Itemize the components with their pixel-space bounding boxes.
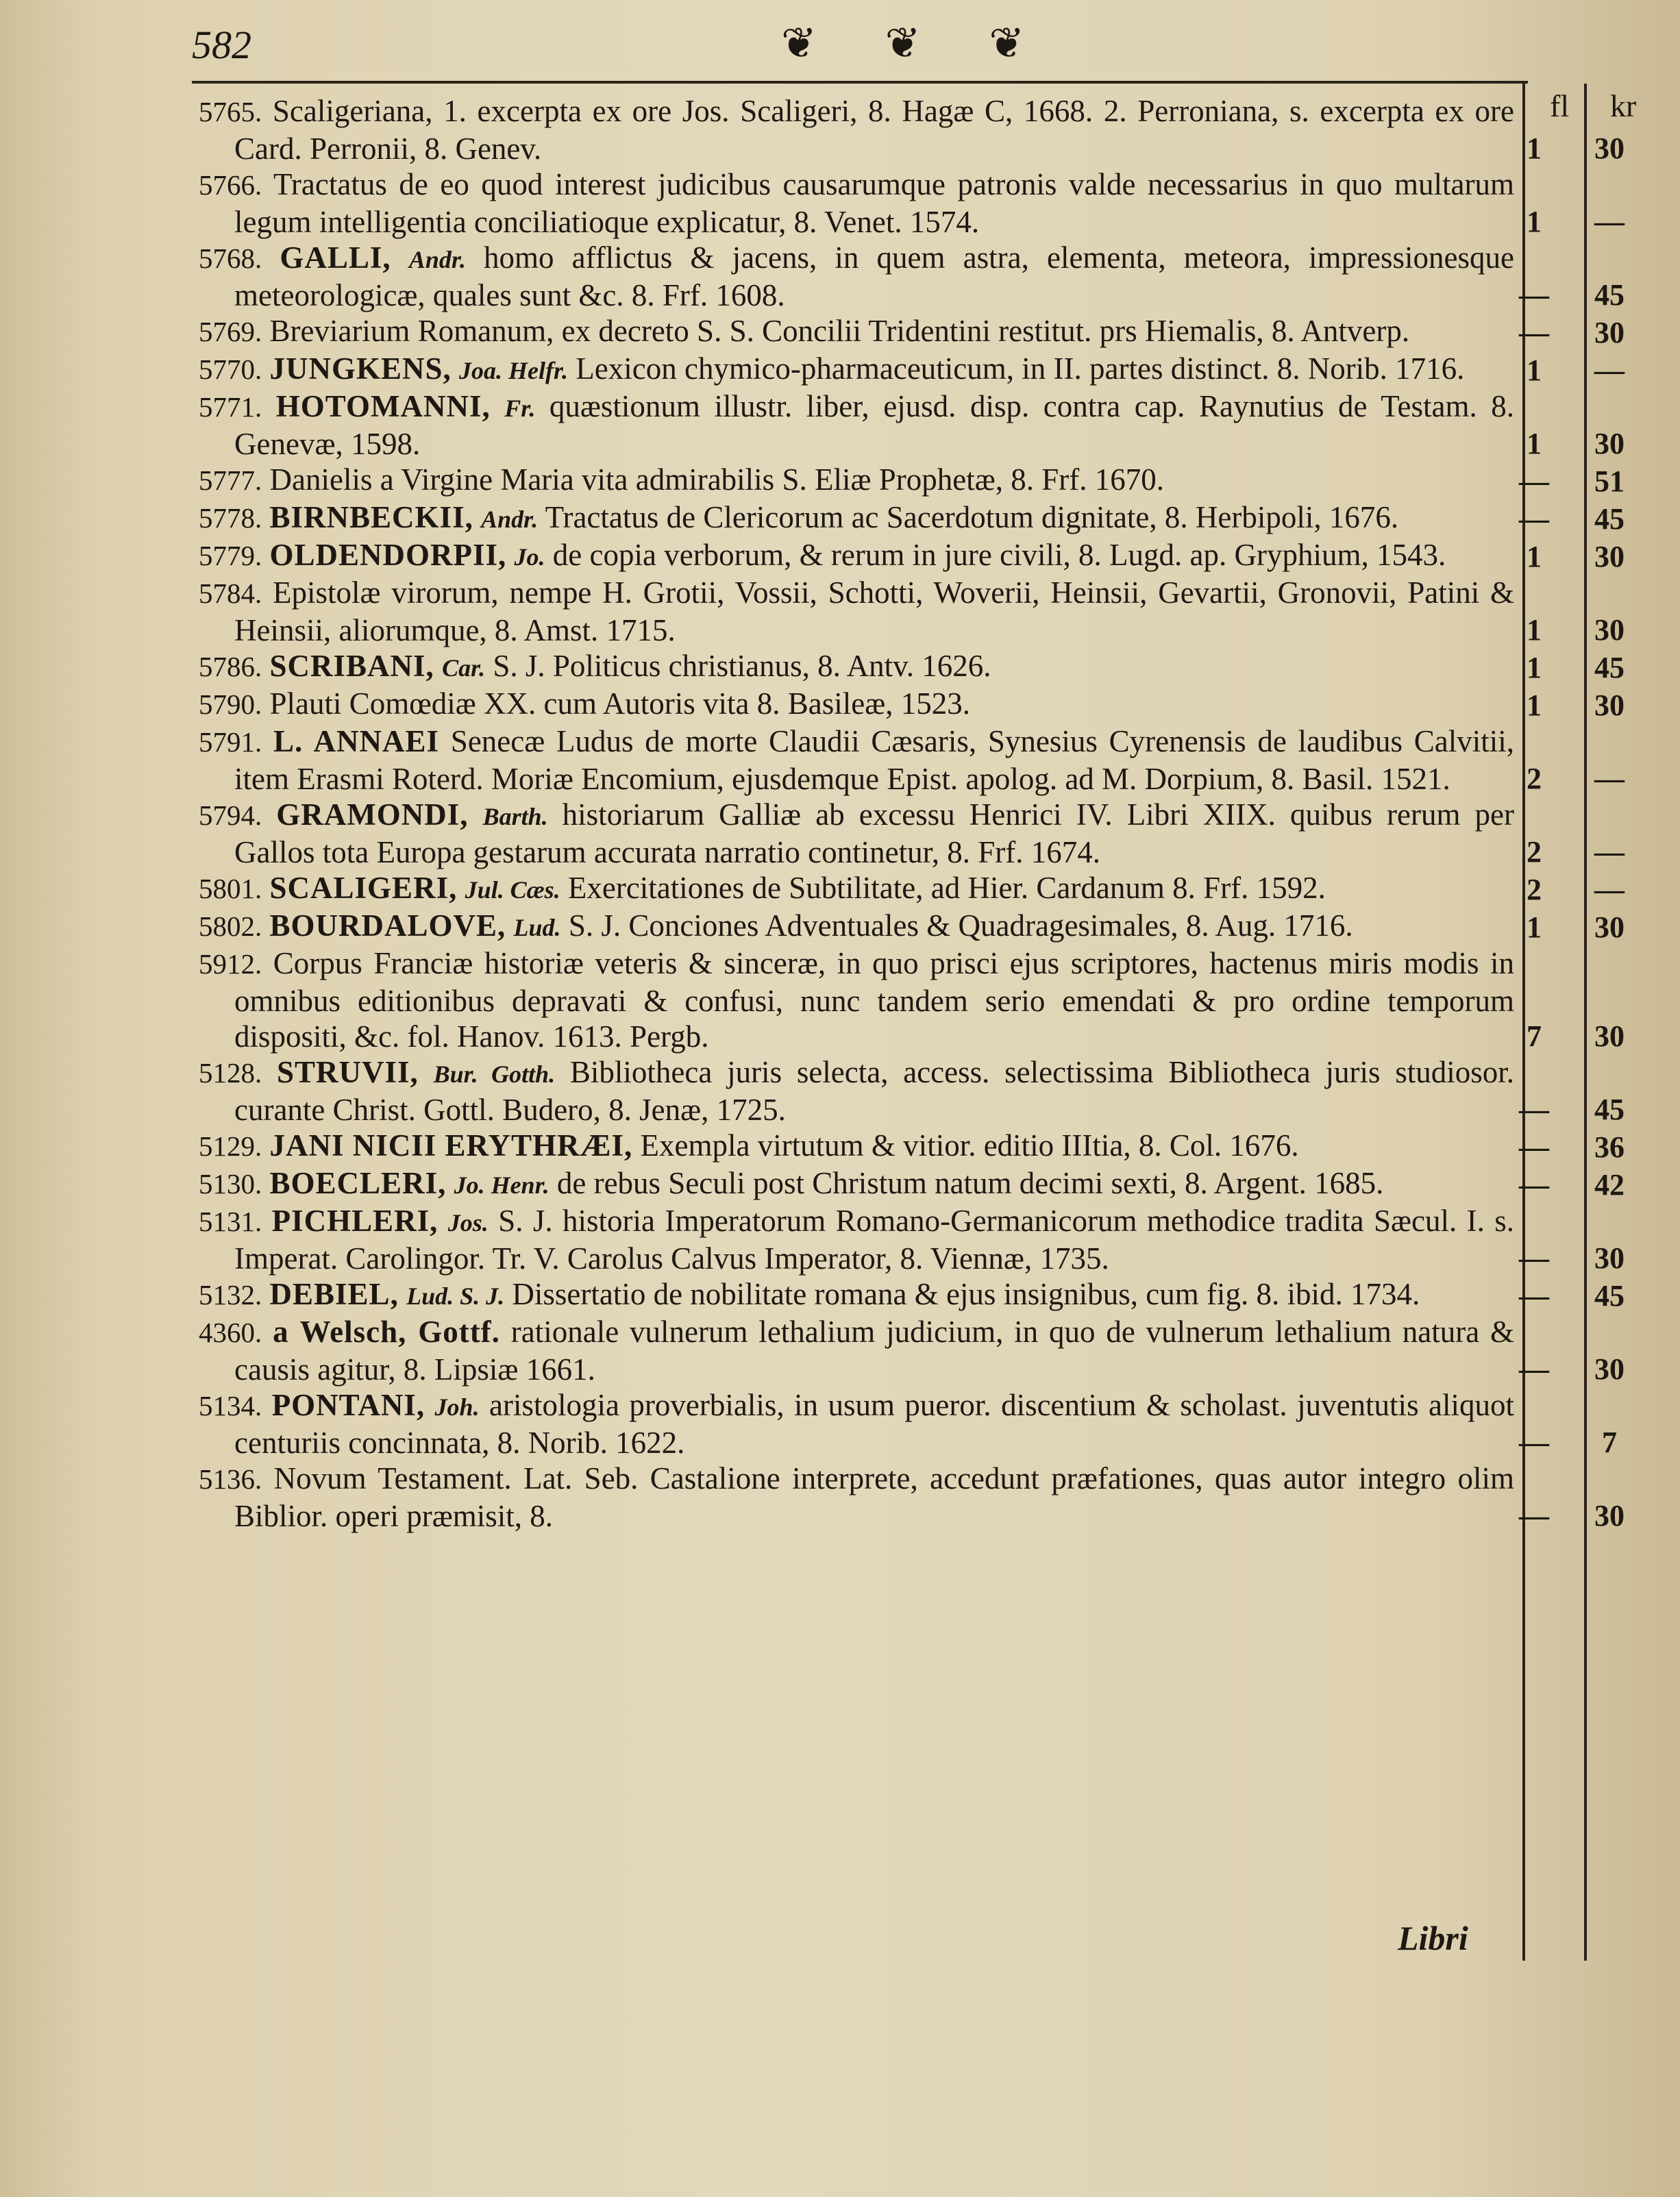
catalogue-entry [199, 1054, 1625, 1128]
entry-description: S. J. historia Imperatorum Romano-Germanicorum methodice tradita Sæcul. I. s. Imperat. Carolingor. Tr. V. Carolus Calvus Imperator, 8. Viennæ, 1735. [234, 1204, 1514, 1276]
entry-author: BOECLERI, [269, 1166, 447, 1200]
catalogue-entry [199, 499, 1625, 537]
entry-author: JUNGKENS, [269, 351, 452, 386]
price-kreuzer: 45 [1594, 502, 1625, 536]
price-florins: — [1519, 1093, 1549, 1126]
page-number: 582 [192, 23, 251, 67]
entry-price [1521, 1167, 1680, 1203]
entry-author: L. ANNAEI [273, 724, 440, 758]
entry-author: DEBIEL, [269, 1277, 399, 1311]
price-kreuzer: — [1594, 353, 1625, 387]
price-kreuzer: 30 [1594, 613, 1625, 647]
entry-price [1521, 1352, 1680, 1387]
catalogue-entry [199, 1461, 1625, 1534]
catalogue-entry [199, 240, 1625, 313]
entry-price [1521, 1092, 1680, 1128]
catalogue-entry [199, 945, 1625, 1054]
price-kreuzer: 30 [1594, 1352, 1625, 1386]
entry-description: Tractatus de eo quod interest judicibus causarumque patronis valde necessarius in quo multarum legum intelligentia conciliatioque explicatur, 8. Venet. 1574. [234, 167, 1514, 239]
catalogue-entry [199, 797, 1625, 870]
entry-given-name: Joh. [434, 1393, 480, 1421]
price-kreuzer: 7 [1602, 1426, 1617, 1459]
price-kreuzer: 30 [1594, 132, 1625, 165]
price-kreuzer: — [1594, 835, 1625, 869]
entry-number: 5132. [199, 1279, 262, 1311]
entry-price [1521, 204, 1680, 240]
catalogue-entry [199, 575, 1625, 648]
entry-price [1521, 464, 1680, 499]
catalogue-entry [199, 648, 1625, 686]
price-florins: 2 [1527, 835, 1542, 869]
entry-number: 5128. [199, 1057, 262, 1089]
entry-number: 5766. [199, 169, 262, 201]
entry-given-name: Jul. Cæs. [465, 876, 560, 904]
catalogue-entry [199, 723, 1625, 797]
catalogue-entry [199, 537, 1625, 575]
entry-price [1521, 1130, 1680, 1165]
price-kreuzer: 30 [1594, 1499, 1625, 1532]
entry-description: Epistolæ virorum, nempe H. Grotii, Vossii, Schotti, Woverii, Heinsii, Gevartii, Gronovii, Patini & Heinsii, aliorumque, 8. Amst. 1715. [234, 575, 1514, 647]
price-florins: 1 [1527, 427, 1542, 460]
entry-number: 5770. [199, 353, 262, 385]
entry-author: GALLI, [280, 240, 391, 275]
entry-price [1521, 1019, 1680, 1054]
catalogue-entry [199, 388, 1625, 462]
entry-author: PICHLERI, [271, 1204, 438, 1238]
entry-description: Danielis a Virgine Maria vita admirabilis S. Eliæ Prophetæ, 8. Frf. 1670. [269, 462, 1164, 497]
entry-price [1521, 539, 1680, 575]
entry-description: Novum Testament. Lat. Seb. Castalione interprete, accedunt præfationes, quas autor integro olim Biblior. operi præmisit, 8. [234, 1461, 1515, 1533]
price-kreuzer: 36 [1594, 1130, 1625, 1164]
price-florins: — [1519, 1426, 1549, 1459]
price-kreuzer: 45 [1594, 278, 1625, 312]
entry-description: de copia verborum, & rerum in jure civili, 8. Lugd. ap. Gryphium, 1543. [552, 538, 1446, 572]
entry-description: Plauti Comœdiæ XX. cum Autoris vita 8. Basileæ, 1523. [269, 686, 970, 721]
price-florins: — [1519, 464, 1549, 498]
entry-number: 5768. [199, 243, 262, 274]
entry-given-name: Jo. [514, 543, 545, 571]
catalogue-entry [199, 908, 1625, 945]
entry-description: Lexicon chymico-pharmaceuticum, in II. partes distinct. 8. Norib. 1716. [576, 351, 1465, 386]
catalogue-entry [199, 313, 1625, 351]
entry-number: 5791. [199, 726, 262, 758]
entry-number: 5777. [199, 464, 262, 496]
entry-description: Dissertatio de nobilitate romana & ejus insignibus, cum fig. 8. ibid. 1734. [512, 1277, 1420, 1311]
entry-number: 5794. [199, 799, 262, 831]
entry-author: SCALIGERI, [269, 871, 458, 905]
entry-number: 5130. [199, 1168, 262, 1200]
entry-number: 5786. [199, 651, 262, 682]
entry-number: 5769. [199, 316, 262, 347]
entry-author: BOURDALOVE, [269, 908, 506, 943]
price-florins: 1 [1527, 910, 1542, 944]
entry-description: S. J. Conciones Adventuales & Quadragesimales, 8. Aug. 1716. [568, 908, 1353, 943]
entry-price [1521, 1498, 1680, 1534]
catalogue-entry [199, 351, 1625, 388]
price-florins: — [1519, 1241, 1549, 1275]
price-kreuzer: 45 [1594, 1093, 1625, 1126]
entry-price [1521, 1425, 1680, 1461]
entry-description: aristologia proverbialis, in usum pueror. discentium & scholast. juventutis aliquot centuriis concinnata, 8. Norib. 1622. [234, 1388, 1514, 1460]
entry-number: 5790. [199, 688, 262, 720]
price-florins: — [1519, 316, 1549, 349]
catalogue-entries [199, 93, 1625, 1534]
entry-description: Corpus Franciæ historiæ veteris & sinceræ, in quo prisci ejus scriptores, hactenus miris modis in omnibus editionibus depravati & confusi, nunc tandem serio emendati & pro ordine temporum dispositi, &c. fol. Hanov. 1613. Pergb. [234, 946, 1514, 1054]
entry-description: S. J. Politicus christianus, 8. Antv. 1626. [493, 649, 991, 683]
entry-given-name: Jos. [447, 1209, 489, 1237]
catalogue-entry [199, 1128, 1625, 1165]
price-kreuzer: — [1594, 873, 1625, 906]
entry-description: Scaligeriana, 1. excerpta ex ore Jos. Scaligeri, 8. Hagæ C, 1668. 2. Perroniana, s. excerpta ex ore Card. Perronii, 8. Genev. [234, 94, 1515, 166]
price-florins: 1 [1527, 132, 1542, 165]
price-florins: 1 [1527, 540, 1542, 573]
price-kreuzer: 30 [1594, 1019, 1625, 1053]
entry-number: 5136. [199, 1463, 262, 1495]
entry-price [1521, 1241, 1680, 1276]
catalogue-entry [199, 166, 1625, 240]
column-header-kr: kr [1610, 88, 1637, 123]
entry-given-name: Joa. Helfr. [459, 357, 569, 384]
catalogue-entry [199, 870, 1625, 908]
entry-description: Bibliotheca juris selecta, access. selectissima Bibliotheca juris studiosor. curante Christ. Gottl. Budero, 8. Jenæ, 1725. [234, 1055, 1515, 1127]
entry-author: PONTANI, [271, 1388, 425, 1422]
price-florins: 2 [1527, 873, 1542, 906]
entry-description: rationale vulnerum lethalium judicium, in quo de vulnerum lethalium natura & causis agitur, 8. Lipsiæ 1661. [234, 1315, 1515, 1387]
price-kreuzer: 30 [1594, 1241, 1625, 1275]
price-kreuzer: 30 [1594, 427, 1625, 460]
catchword: Libri [1398, 1919, 1468, 1957]
catalogue-entry [199, 1276, 1625, 1314]
entry-author: BIRNBECKII, [269, 500, 473, 534]
entry-given-name: Car. [442, 654, 486, 682]
entry-given-name: Jo. Henr. [454, 1171, 549, 1199]
entry-author: OLDENDORPII, [269, 538, 507, 572]
entry-number: 4360. [199, 1317, 262, 1348]
entry-number: 5129. [199, 1130, 262, 1162]
entry-description: Exercitationes de Subtilitate, ad Hier. Cardanum 8. Frf. 1592. [567, 871, 1326, 905]
entry-number: 5765. [199, 96, 262, 127]
entry-price [1521, 612, 1680, 648]
page-header [192, 15, 1528, 80]
entry-number: 5801. [199, 873, 262, 904]
entry-number: 5779. [199, 540, 262, 571]
price-florins: 1 [1527, 651, 1542, 684]
price-kreuzer: 45 [1594, 1279, 1625, 1313]
entry-number: 5778. [199, 502, 262, 534]
catalogue-entry [199, 1165, 1625, 1203]
header-rule [192, 81, 1528, 84]
entry-price [1521, 910, 1680, 945]
fleuron-ornament-icon: ❦ ❦ ❦ [781, 18, 1052, 68]
entry-given-name: Fr. [504, 395, 536, 422]
entry-description: de rebus Seculi post Christum natum decimi sexti, 8. Argent. 1685. [556, 1166, 1384, 1200]
entry-given-name: Barth. [482, 803, 548, 830]
entry-author: JANI NICII ERYTHRÆI, [269, 1128, 633, 1163]
entry-author: SCRIBANI, [269, 649, 434, 683]
entry-price [1521, 872, 1680, 908]
entry-description: Breviarium Romanum, ex decreto S. S. Concilii Tridentini restitut. prs Hiemalis, 8. Antverp. [269, 314, 1410, 348]
entry-number: 5912. [199, 948, 262, 980]
entry-given-name: Lud. [513, 914, 561, 941]
price-florins: 1 [1527, 688, 1542, 722]
entry-given-name: Andr. [481, 506, 539, 533]
entry-author: a Welsch, Gottf. [273, 1315, 500, 1349]
entry-number: 5784. [199, 578, 262, 609]
entry-price [1521, 277, 1680, 313]
entry-number: 5134. [199, 1390, 262, 1422]
entry-description: Exempla virtutum & vitior. editio IIItia, 8. Col. 1676. [640, 1128, 1299, 1163]
price-florins: — [1519, 278, 1549, 312]
price-kreuzer: 45 [1594, 651, 1625, 684]
price-kreuzer: — [1594, 205, 1625, 238]
price-florins: — [1519, 502, 1549, 536]
entry-number: 5131. [199, 1206, 262, 1237]
entry-given-name: Andr. [408, 246, 466, 273]
entry-author: STRUVII, [277, 1055, 419, 1089]
price-florins: — [1519, 1352, 1549, 1386]
price-kreuzer: 30 [1594, 316, 1625, 349]
entry-price [1521, 834, 1680, 870]
entry-author: HOTOMANNI, [275, 389, 491, 423]
price-florins: 1 [1527, 205, 1542, 238]
entry-description: Senecæ Ludus de morte Claudii Cæsaris, Synesius Cyrenensis de laudibus Calvitii, item Erasmi Roterd. Moriæ Encomium, ejusdemque Epist. apolog. ad M. Dorpium, 8. Basil. 1521. [234, 724, 1515, 796]
price-kreuzer: 42 [1594, 1168, 1625, 1202]
price-florins: — [1519, 1499, 1549, 1532]
entry-description: historiarum Galliæ ab excessu Henrici IV. Libri XIIX. quibus rerum per Gallos tota Europa gestarum accurata narratio continetur, 8. Frf. 1674. [234, 797, 1514, 869]
catalogue-entry [199, 1203, 1625, 1276]
entry-price [1521, 1278, 1680, 1314]
price-kreuzer: 30 [1594, 540, 1625, 573]
column-header-fl: fl [1550, 88, 1570, 123]
price-florins: — [1519, 1130, 1549, 1164]
entry-price [1521, 353, 1680, 388]
price-florins: — [1519, 1168, 1549, 1202]
price-florins: 2 [1527, 762, 1542, 795]
entry-price [1521, 131, 1680, 166]
entry-author: GRAMONDI, [276, 797, 469, 832]
entry-number: 5771. [199, 391, 262, 423]
price-florins: 7 [1527, 1019, 1542, 1053]
entry-description: quæstionum illustr. liber, ejusd. disp. contra cap. Raynutius de Testam. 8. Genevæ, 1598. [234, 389, 1515, 461]
entry-given-name: Bur. Gotth. [433, 1060, 556, 1088]
catalogue-entry [199, 462, 1625, 499]
price-kreuzer: 30 [1594, 910, 1625, 944]
price-florins: — [1519, 1279, 1549, 1313]
price-florins: 1 [1527, 613, 1542, 647]
entry-description: homo afflictus & jacens, in quem astra, elementa, meteora, impressionesque meteorologicæ, quales sunt &c. 8. Frf. 1608. [234, 240, 1515, 312]
entry-price [1521, 315, 1680, 351]
entry-given-name: Lud. S. J. [406, 1282, 505, 1310]
entry-description: Tractatus de Clericorum ac Sacerdotum dignitate, 8. Herbipoli, 1676. [545, 500, 1399, 534]
entry-price [1521, 761, 1680, 797]
price-kreuzer: 51 [1594, 464, 1625, 498]
entry-price [1521, 650, 1680, 686]
price-kreuzer: — [1594, 762, 1625, 795]
catalogue-entry [199, 1387, 1617, 1461]
entry-price [1521, 688, 1680, 723]
price-florins: 1 [1527, 353, 1542, 387]
entry-price [1521, 501, 1680, 537]
entry-number: 5802. [199, 910, 262, 942]
price-kreuzer: 30 [1594, 688, 1625, 722]
entry-price [1521, 426, 1680, 462]
catalogue-entry [199, 1314, 1625, 1387]
catalogue-entry [199, 686, 1625, 723]
